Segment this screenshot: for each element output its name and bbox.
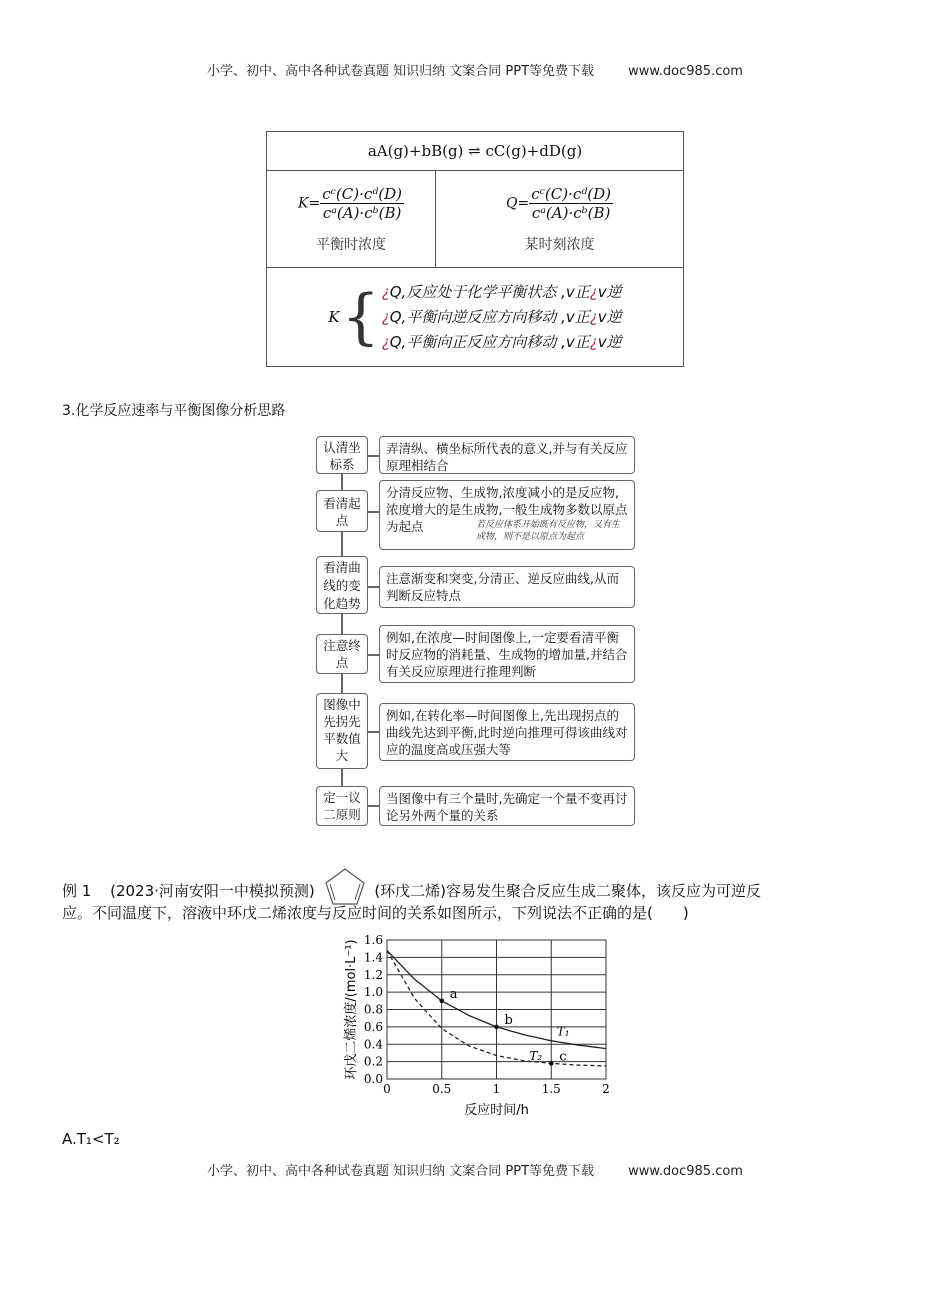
denominator: cᵃ(A)·cᵇ(B) — [531, 203, 611, 222]
desc-text: 分清反应物、生成物,浓度减小的是反应物,浓度增大的是生成物,一般生成物多数以原点为起点 — [386, 485, 628, 534]
point-label: c — [559, 1049, 567, 1065]
data-point-c — [549, 1061, 554, 1066]
y-tick-label: 1.2 — [363, 967, 383, 982]
flow-step: 认清坐标系 — [316, 436, 368, 474]
comparison-row — [382, 280, 622, 305]
flow-step: 图像中先拐先平数值大 — [316, 693, 368, 769]
reaction-equation: aA(g)+bB(g) ⇌ cC(g)+dD(g) — [267, 132, 684, 171]
flow-link — [368, 805, 379, 807]
x-tick-label: 2 — [602, 1082, 610, 1096]
y-tick-label: 1.4 — [363, 950, 383, 965]
example-line-2: 应。不同温度下，溶液中环戊二烯浓度与反应时间的关系如图所示，下列说法不正确的是( ) — [62, 904, 689, 922]
y-tick-label: 1.0 — [363, 985, 383, 1000]
point-label: b — [504, 1012, 513, 1028]
option-a[interactable]: A.T₁<T₂ — [62, 1130, 120, 1148]
y-tick-label: 1.6 — [363, 933, 383, 947]
y-tick-label: 0.2 — [363, 1054, 383, 1069]
flow-link — [368, 455, 379, 457]
q: Q, — [389, 332, 407, 351]
flow-step: 看清起点 — [316, 490, 368, 532]
x-tick-label: 0 — [383, 1082, 391, 1096]
relation: ¿ — [589, 332, 598, 351]
y-tick-label: 0.0 — [363, 1072, 383, 1086]
x-tick-label: 1 — [492, 1082, 501, 1096]
x-tick-label: 1.5 — [541, 1082, 561, 1096]
q: Q, — [389, 282, 407, 301]
k-caption: 平衡时浓度 — [316, 236, 386, 253]
v-reverse: v逆 — [597, 332, 622, 351]
page-footer — [0, 1160, 950, 1179]
series-label-t2: T₂ — [529, 1048, 543, 1063]
numerator: cᶜ(C)·cᵈ(D) — [322, 184, 402, 203]
x-axis-label: 反应时间/h — [464, 1103, 529, 1118]
flow-step: 看清曲线的变化趋势 — [316, 556, 368, 614]
header-url[interactable]: www.doc985.com — [628, 64, 743, 79]
flow-desc: 例如,在转化率—时间图像上,先出现拐点的曲线先达到平衡,此时逆向推理可得该曲线对应的温度高或压强大等 — [379, 703, 635, 761]
v-reverse: v逆 — [597, 307, 622, 326]
example-text: (环戊二烯)容易发生聚合反应生成二聚体，该反应为可逆反 — [374, 882, 762, 900]
example-label: 例 1 — [62, 882, 92, 900]
y-tick-label: 0.6 — [363, 1019, 383, 1034]
brace: { — [341, 282, 380, 352]
flow-link — [368, 731, 379, 733]
symbol: ¿ — [381, 282, 390, 301]
flow-link — [368, 511, 379, 513]
footer-text: 小学、初中、高中各种试卷真题 知识归纳 文案合同 PPT等免费下载 — [207, 1164, 595, 1179]
q-fraction — [529, 185, 613, 222]
flow-step: 注意终点 — [316, 634, 368, 674]
handwritten-note: 若反应体系开始既有反应物，又有生成物，则不是以原点为起点 — [476, 520, 621, 542]
q-label: Q= — [506, 195, 530, 211]
flow-step: 定一议二原则 — [316, 786, 368, 826]
flow-desc: 当图像中有三个量时,先确定一个量不变再讨论另外两个量的关系 — [379, 786, 635, 826]
v-reverse: v逆 — [597, 282, 622, 301]
symbol: ¿ — [381, 332, 390, 351]
flow-desc: 例如,在浓度—时间图像上,一定要看清平衡时反应物的消耗量、生成物的增加量,并结合有关反应原理进行推理判断 — [379, 625, 635, 683]
v-forward: ,v正 — [561, 282, 590, 301]
series-label-t1: T₁ — [556, 1024, 570, 1039]
example-source: (2023·河南安阳一中模拟预测) — [110, 882, 315, 900]
q-caption: 某时刻浓度 — [524, 236, 595, 253]
y-tick-label: 0.4 — [363, 1037, 383, 1052]
flow-desc: 弄清纵、横坐标所代表的意义,并与有关反应原理相结合 — [379, 436, 635, 474]
comparison-row — [382, 305, 622, 330]
compare-k: K — [328, 308, 340, 326]
page-header — [0, 60, 950, 79]
row-text: 平衡向正反应方向移动 — [406, 332, 557, 351]
flow-link — [368, 586, 379, 588]
section-title: 3.化学反应速率与平衡图像分析思路 — [62, 403, 286, 419]
comparison-row — [382, 330, 622, 355]
symbol: ¿ — [381, 307, 390, 326]
k-label: K= — [298, 195, 321, 211]
y-axis-label: 环戊二烯浓度/(mol·L⁻¹) — [344, 939, 359, 1080]
header-text: 小学、初中、高中各种试卷真题 知识归纳 文案合同 PPT等免费下载 — [207, 64, 595, 79]
k-fraction — [320, 185, 404, 222]
relation: ¿ — [589, 307, 598, 326]
concentration-time-chart — [330, 925, 630, 1120]
v-forward: ,v正 — [561, 332, 590, 351]
equilibrium-table — [266, 131, 684, 367]
data-point-b — [494, 1025, 499, 1030]
flow-desc: 注意渐变和突变,分清正、逆反应曲线,从而判断反应特点 — [379, 566, 635, 608]
q: Q, — [389, 307, 407, 326]
x-tick-label: 0.5 — [432, 1082, 452, 1096]
v-forward: ,v正 — [561, 307, 590, 326]
flow-link — [368, 654, 379, 656]
footer-url[interactable]: www.doc985.com — [628, 1164, 743, 1179]
point-label: a — [449, 986, 458, 1002]
row-text: 反应处于化学平衡状态 — [406, 282, 557, 301]
flow-desc — [379, 480, 635, 550]
relation: ¿ — [589, 282, 598, 301]
denominator: cᵃ(A)·cᵇ(B) — [322, 203, 402, 222]
row-text: 平衡向逆反应方向移动 — [406, 307, 557, 326]
data-point-a — [439, 999, 444, 1004]
comparison-list — [382, 280, 622, 355]
numerator: cᶜ(C)·cᵈ(D) — [531, 184, 611, 203]
y-tick-label: 0.8 — [363, 1002, 383, 1017]
